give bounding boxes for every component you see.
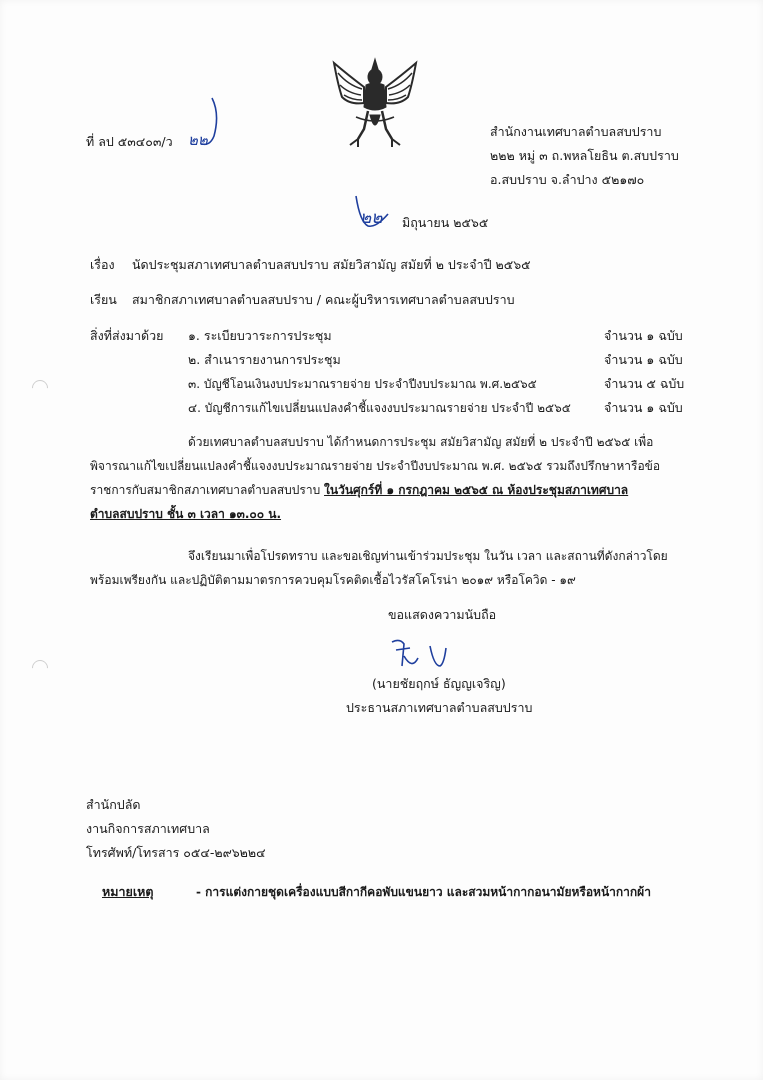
subject-text: นัดประชุมสภาเทศบาลตำบลสบปราบ สมัยวิสามัญ สมัยที่ ๒ ประจำปี ๒๕๖๕ <box>132 257 531 272</box>
attachment-item-text: ๔. บัญชีการแก้ไขเปลี่ยนแปลงคำชี้แจงงบประมาณรายจ่าย ประจำปี ๒๕๖๕ <box>188 401 571 415</box>
note-label: หมายเหตุ <box>102 884 154 899</box>
signer-position: ประธานสภาเทศบาลตำบลสบปราบ <box>346 700 533 715</box>
doc-number-pen-mark <box>186 96 226 150</box>
attachment-item-count: จำนวน ๑ ฉบับ <box>604 352 683 367</box>
attachment-item-text: ๑. ระเบียบวาระการประชุม <box>188 328 332 343</box>
to-text: สมาชิกสภาเทศบาลตำบลสบปราบ / คณะผู้บริหารเทศบาลตำบลสบปราบ <box>132 292 515 307</box>
footer-office: สำนักปลัด <box>86 797 141 812</box>
meeting-venue-emphasis: ตำบลสบปราบ ชั้น ๓ เวลา ๑๓.๐๐ น. <box>90 507 282 521</box>
garuda-emblem-icon <box>328 55 422 149</box>
footer-section: งานกิจการสภาเทศบาล <box>86 821 210 836</box>
meeting-datetime-emphasis: ในวันศุกร์ที่ ๑ กรกฎาคม ๒๕๖๕ ณ ห้องประชุมสภาเทศบาล <box>324 483 629 497</box>
attachment-item-count: จำนวน ๕ ฉบับ <box>604 376 685 391</box>
closing: ขอแสดงความนับถือ <box>388 607 497 622</box>
doc-number: ที่ ลป ๕๓๔๐๓/ว <box>86 134 173 149</box>
signature-icon <box>384 636 464 672</box>
date-month-year: มิถุนายน ๒๕๖๕ <box>402 215 489 230</box>
body-p1-line-2: พิจารณาแก้ไขเปลี่ยนแปลงคำชี้แจงงบประมาณรายจ่าย ประจำปีงบประมาณ พ.ศ. ๒๕๖๕ รวมถึงปรึกษาหารือข้อ <box>90 459 661 473</box>
footer-phone: โทรศัพท์/โทรสาร ๐๕๔-๒๙๖๒๒๔ <box>86 845 266 860</box>
body-p2-line-1: จึงเรียนมาเพื่อโปรดทราบ และขอเชิญท่านเข้าร่วมประชุม ในวัน เวลา และสถานที่ดังกล่าวโดย <box>188 549 668 563</box>
date-day-handwritten: ๒๒ <box>360 208 383 228</box>
body-p2-line-2: พร้อมเพรียงกัน และปฏิบัติตามมาตรการควบคุมโรคติดเชื้อไวรัสโคโรน่า ๒๐๑๙ หรือโควิด - ๑๙ <box>90 573 576 587</box>
signer-name: (นายชัยฤกษ์ ธัญญเจริญ) <box>372 676 506 691</box>
sender-line-1: สำนักงานเทศบาลตำบลสบปราบ <box>490 124 662 139</box>
doc-number-handwritten: ๒๒ <box>188 131 208 149</box>
punch-hole-mark <box>29 657 52 680</box>
punch-hole-mark <box>29 377 52 400</box>
sender-line-2: ๒๒๒ หมู่ ๓ ถ.พหลโยธิน ต.สบปราบ <box>490 148 679 163</box>
body-p1-line-1: ด้วยเทศบาลตำบลสบปราบ ได้กำหนดการประชุม สมัยวิสามัญ สมัยที่ ๒ ประจำปี ๒๕๖๕ เพื่อ <box>188 435 654 449</box>
attachment-item-text: ๓. บัญชีโอนเงินงบประมาณรายจ่าย ประจำปีงบประมาณ พ.ศ.๒๕๖๕ <box>188 377 537 391</box>
attachments-label: สิ่งที่ส่งมาด้วย <box>90 328 164 343</box>
subject-label: เรื่อง <box>90 257 115 272</box>
body-p1-line-3-plain: ราชการกับสมาชิกสภาเทศบาลตำบลสบปราบ <box>90 483 325 497</box>
to-label: เรียน <box>90 292 117 307</box>
attachment-item-text: ๒. สำเนารายงานการประชุม <box>188 352 341 367</box>
date-pen-mark <box>352 192 392 232</box>
attachment-item-count: จำนวน ๑ ฉบับ <box>604 400 683 415</box>
body-p1-line-3 <box>90 482 628 498</box>
sender-line-3: อ.สบปราบ จ.ลำปาง ๕๒๑๗๐ <box>490 172 645 187</box>
attachment-item-count: จำนวน ๑ ฉบับ <box>604 328 683 343</box>
note-text: - การแต่งกายชุดเครื่องแบบสีกากีคอพับแขนยาว และสวมหน้ากากอนามัยหรือหน้ากากผ้า <box>196 885 651 899</box>
